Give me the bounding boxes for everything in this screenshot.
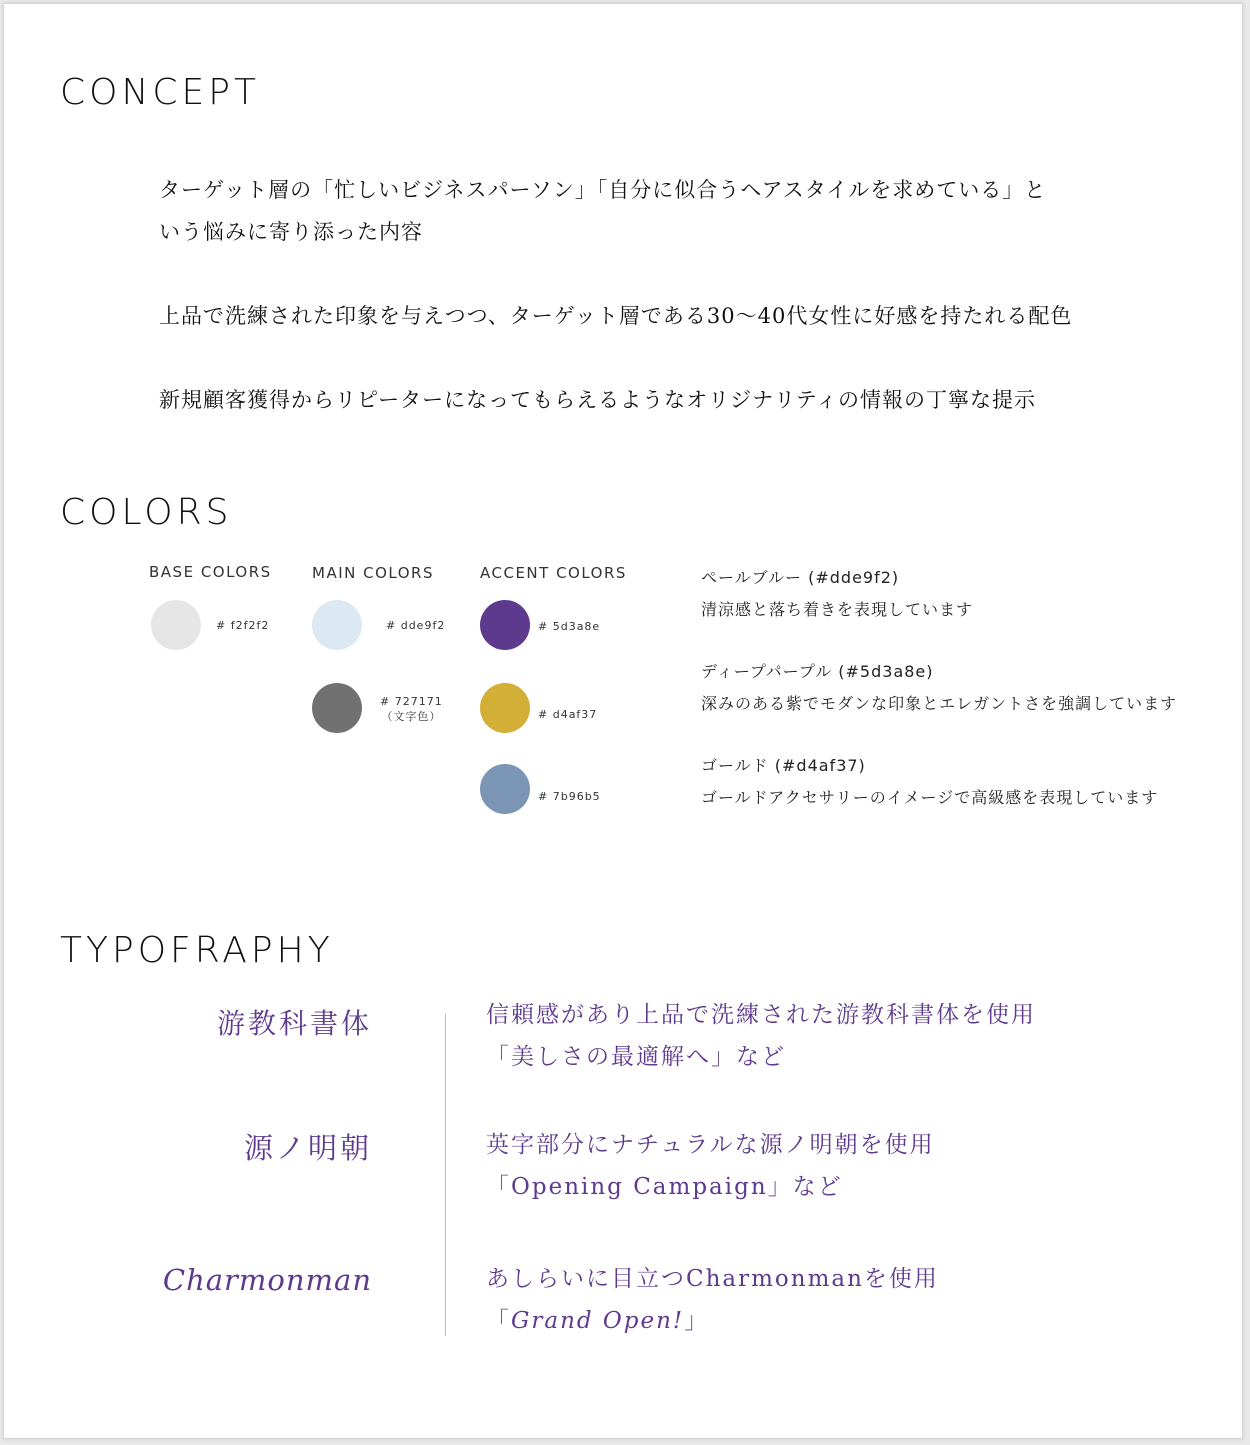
- swatch-d4af37: [480, 683, 530, 733]
- charmonman-sample: Grand Open!: [511, 1308, 685, 1334]
- design-spec-page: [3, 3, 1243, 1439]
- hex-label: # d4af37: [538, 708, 598, 721]
- hex-label: # 5d3a8e: [538, 620, 601, 633]
- swatch-f2f2f2: [151, 600, 201, 650]
- font-description-charmonman: [486, 1258, 939, 1342]
- concept-title: CONCEPT: [60, 72, 260, 113]
- color-description-text: 清涼感と落ち着きを表現しています: [701, 600, 974, 619]
- hex-label: # 7b96b5: [538, 790, 601, 803]
- colors-title: COLORS: [60, 492, 233, 533]
- color-description-name: ペールブルー (#dde9f2): [701, 568, 900, 587]
- concept-line: ターゲット層の「忙しいビジネスパーソン」「自分に似合うヘアスタイルを求めている」と: [159, 178, 1047, 202]
- base-colors-heading: BASE COLORS: [149, 563, 272, 581]
- main-colors-heading: MAIN COLORS: [312, 564, 434, 582]
- swatch-7b96b5: [480, 764, 530, 814]
- bracket-open: 「: [486, 1308, 511, 1334]
- concept-paragraph-3: 新規顧客獲得からリピーターになってもらえるようなオリジナリティの情報の丁寧な提示: [159, 388, 1037, 412]
- concept-paragraph-2: 上品で洗練された印象を与えつつ、ターゲット層である30〜40代女性に好感を持たれる配色: [159, 304, 1073, 328]
- swatch-727171: [312, 683, 362, 733]
- hex-label: # 727171: [380, 695, 443, 708]
- color-description-deep-purple: [701, 656, 1177, 720]
- color-description-name: ゴールド (#d4af37): [701, 756, 866, 775]
- font-description-line: あしらいに目立つCharmonmanを使用: [486, 1266, 939, 1292]
- color-description-pale-blue: [701, 562, 973, 626]
- font-description-source-han-serif: [486, 1124, 935, 1208]
- hex-label: # dde9f2: [386, 619, 446, 632]
- concept-paragraph-1: [159, 169, 1169, 253]
- hex-note: （文字色）: [381, 710, 442, 723]
- typography-title: TYPOFRAPHY: [60, 930, 334, 971]
- hex-label: # f2f2f2: [216, 619, 270, 632]
- hex-label-with-note: [380, 694, 443, 724]
- color-description-text: ゴールドアクセサリーのイメージで高級感を表現しています: [701, 788, 1159, 807]
- font-description-yu-kyokasho: [486, 994, 1036, 1078]
- font-description-line: 「Opening Campaign」など: [486, 1174, 843, 1200]
- color-description-gold: [701, 750, 1158, 814]
- font-name-charmonman: Charmonman: [162, 1263, 372, 1297]
- color-description-name: ディープパープル (#5d3a8e): [701, 662, 934, 681]
- swatch-5d3a8e: [480, 600, 530, 650]
- font-name-source-han-serif: 源ノ明朝: [243, 1131, 372, 1165]
- font-description-line: 英字部分にナチュラルな源ノ明朝を使用: [486, 1132, 935, 1158]
- color-description-text: 深みのある紫でモダンな印象とエレガントさを強調しています: [701, 694, 1178, 713]
- bracket-close: 」: [684, 1308, 710, 1334]
- concept-line: いう悩みに寄り添った内容: [159, 220, 423, 244]
- accent-colors-heading: ACCENT COLORS: [480, 564, 627, 582]
- typography-divider: [445, 1014, 446, 1336]
- font-description-line: [486, 1300, 939, 1342]
- font-name-yu-kyokasho: 游教科書体: [216, 1007, 372, 1040]
- swatch-dde9f2: [312, 600, 362, 650]
- font-description-line: 信頼感があり上品で洗練された游教科書体を使用: [486, 1002, 1036, 1028]
- font-description-line: 「美しさの最適解へ」など: [486, 1044, 786, 1070]
